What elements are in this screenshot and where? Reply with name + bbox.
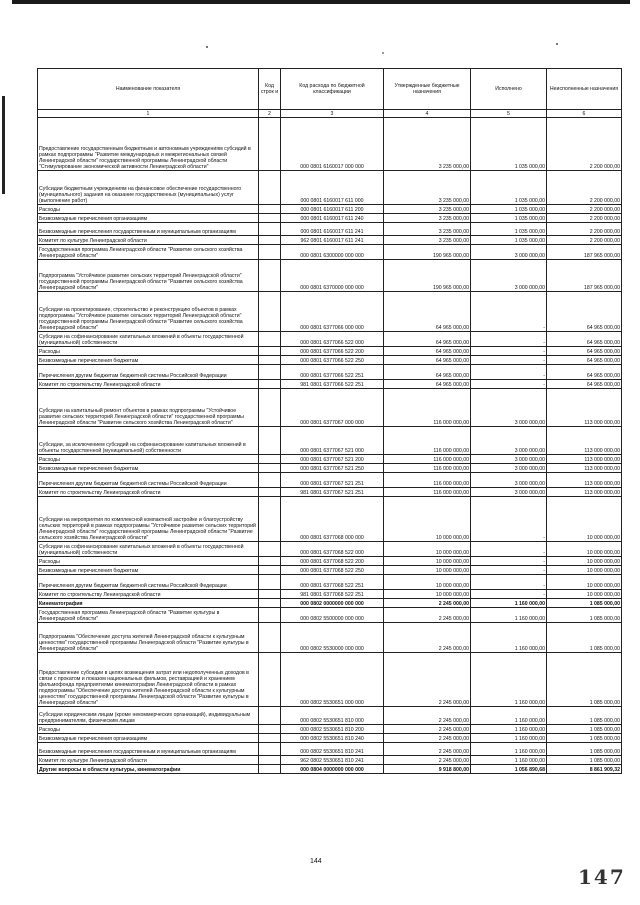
budget-execution-table — [37, 68, 622, 774]
row-executed: 3 000 000,00 — [471, 389, 547, 427]
row-indicator: Безвозмездные перечисления бюджетам — [38, 566, 259, 575]
row-indicator: Комитет по строительству Ленинградской области — [38, 488, 259, 497]
table-row — [38, 118, 622, 171]
table-row — [38, 365, 622, 380]
row-unexecuted: 64 965 000,00 — [547, 380, 622, 389]
table-row — [38, 608, 622, 623]
row-executed: 1 160 000,00 — [471, 707, 547, 725]
row-executed: 1 035 000,00 — [471, 171, 547, 205]
row-executed: 1 035 000,00 — [471, 223, 547, 236]
row-line-code — [259, 356, 281, 365]
row-indicator: Другие вопросы в области культуры, кинематографии — [38, 765, 259, 774]
row-approved: 3 235 000,00 — [384, 214, 471, 223]
row-line-code — [259, 765, 281, 774]
row-approved: 2 245 000,00 — [384, 725, 471, 734]
row-executed: - — [471, 590, 547, 599]
row-line-code — [259, 171, 281, 205]
row-unexecuted: 113 000 000,00 — [547, 464, 622, 473]
row-budget-code: 962 0802 5530651 810 241 — [281, 756, 384, 765]
row-approved: 10 000 000,00 — [384, 557, 471, 566]
row-budget-code: 000 0802 5530000 000 000 — [281, 623, 384, 653]
row-indicator: Субсидии на капитальный ремонт объектов в рамках подпрограммы "Устойчивое развитие сельских территорий Ленинградской области" государственной программы Ленинградской области "Развитие сельского хозяйства Ленинградской области" — [38, 389, 259, 427]
row-line-code — [259, 245, 281, 260]
row-budget-code: 000 0804 0000000 000 000 — [281, 765, 384, 774]
row-unexecuted: 2 200 000,00 — [547, 214, 622, 223]
row-indicator: Перечисления другим бюджетам бюджетной системы Российской Федерации — [38, 365, 259, 380]
row-approved: 10 000 000,00 — [384, 542, 471, 557]
row-indicator: Расходы — [38, 725, 259, 734]
scan-speck — [206, 46, 208, 48]
row-budget-code: 000 0802 5500000 000 000 — [281, 608, 384, 623]
row-executed: - — [471, 380, 547, 389]
scan-speck — [382, 52, 384, 54]
row-indicator: Субсидии, за исключением субсидий на софинансирование капитальных вложений в объекты государственной (муниципальной) собственности — [38, 427, 259, 455]
row-budget-code: 000 0801 6377068 522 250 — [281, 566, 384, 575]
row-approved: 3 235 000,00 — [384, 236, 471, 245]
row-approved: 3 235 000,00 — [384, 171, 471, 205]
table-row — [38, 566, 622, 575]
row-unexecuted: 2 200 000,00 — [547, 171, 622, 205]
table-row — [38, 260, 622, 292]
row-budget-code: 981 0801 6377067 521 251 — [281, 488, 384, 497]
row-budget-code: 000 0801 6160017 611 200 — [281, 205, 384, 214]
row-approved: 116 000 000,00 — [384, 464, 471, 473]
row-executed: 1 160 000,00 — [471, 599, 547, 608]
table-row — [38, 473, 622, 488]
row-line-code — [259, 214, 281, 223]
table-row — [38, 623, 622, 653]
table-row — [38, 725, 622, 734]
row-executed: - — [471, 557, 547, 566]
row-approved: 2 245 000,00 — [384, 599, 471, 608]
row-line-code — [259, 380, 281, 389]
row-approved: 9 918 800,00 — [384, 765, 471, 774]
scan-speck — [556, 43, 558, 45]
row-executed: 1 035 000,00 — [471, 205, 547, 214]
row-budget-code: 000 0801 6377066 522 000 — [281, 332, 384, 347]
row-unexecuted: 113 000 000,00 — [547, 488, 622, 497]
row-indicator: Предоставление субсидии в целях возмещения затрат или недополученных доходов в связи с прокатом и показом национальных фильмов, реставрацией и хранением фильмофонда предприятиями кинематографии Ленинградской области в рамках подпрограммы "Обеспечение доступа жителей Ленинградской области к культурным ценностям" государственной программы Ленинградской области "Развитие культуры в Ленинградской области" — [38, 653, 259, 707]
row-executed: 1 160 000,00 — [471, 608, 547, 623]
row-line-code — [259, 542, 281, 557]
row-indicator: Безвозмездные перечисления государственным и муниципальным организациям — [38, 743, 259, 756]
row-line-code — [259, 488, 281, 497]
table-row — [38, 734, 622, 743]
row-unexecuted: 2 200 000,00 — [547, 223, 622, 236]
row-unexecuted: 1 085 000,00 — [547, 608, 622, 623]
row-executed: 3 000 000,00 — [471, 473, 547, 488]
table-body — [38, 118, 622, 774]
table-row — [38, 171, 622, 205]
top-border — [12, 0, 630, 4]
table-row — [38, 236, 622, 245]
row-unexecuted: 1 085 000,00 — [547, 707, 622, 725]
row-indicator: Субсидии на проектирование, строительство и реконструкцию объектов в рамках подпрограммы "Устойчивое развитие сельских территорий Ленинградской области" государственной программы Ленинградской области "Развитие сельского хозяйства Ленинградской области" — [38, 292, 259, 332]
row-indicator: Предоставление государственным бюджетным и автономным учреждениям субсидий в рамках подпрограммы "Развитие международных и межрегиональных связей Ленинградской области" государственной программы Ленинградской области "Стимулирование экономической активности Ленинградской области" — [38, 118, 259, 171]
row-approved: 116 000 000,00 — [384, 473, 471, 488]
row-budget-code: 000 0801 6377067 000 000 — [281, 389, 384, 427]
row-unexecuted: 1 085 000,00 — [547, 599, 622, 608]
row-indicator: Расходы — [38, 557, 259, 566]
row-line-code — [259, 455, 281, 464]
row-executed: 3 000 000,00 — [471, 260, 547, 292]
row-unexecuted: 2 200 000,00 — [547, 205, 622, 214]
row-approved: 2 245 000,00 — [384, 707, 471, 725]
header-unexecuted: Неисполненные назначения — [547, 69, 622, 110]
table-row — [38, 223, 622, 236]
row-approved: 2 245 000,00 — [384, 743, 471, 756]
row-unexecuted: 113 000 000,00 — [547, 473, 622, 488]
row-executed: - — [471, 347, 547, 356]
table-row — [38, 542, 622, 557]
row-executed: 3 000 000,00 — [471, 464, 547, 473]
table-row — [38, 765, 622, 774]
row-unexecuted: 1 085 000,00 — [547, 734, 622, 743]
row-unexecuted: 187 965 000,00 — [547, 260, 622, 292]
row-line-code — [259, 734, 281, 743]
row-unexecuted: 64 965 000,00 — [547, 365, 622, 380]
row-budget-code: 000 0801 6300000 000 000 — [281, 245, 384, 260]
row-budget-code: 000 0801 6377067 521 250 — [281, 464, 384, 473]
row-line-code — [259, 566, 281, 575]
row-approved: 116 000 000,00 — [384, 455, 471, 464]
row-indicator: Безвозмездные перечисления бюджетам — [38, 356, 259, 365]
row-budget-code: 000 0801 6377067 521 251 — [281, 473, 384, 488]
row-line-code — [259, 292, 281, 332]
table-row — [38, 389, 622, 427]
row-approved: 10 000 000,00 — [384, 590, 471, 599]
column-number: 2 — [259, 110, 281, 118]
row-budget-code: 000 0801 6377066 522 200 — [281, 347, 384, 356]
row-indicator: Перечисления другим бюджетам бюджетной системы Российской Федерации — [38, 473, 259, 488]
row-budget-code: 000 0802 5530651 810 241 — [281, 743, 384, 756]
table-row — [38, 455, 622, 464]
row-budget-code: 000 0801 6377067 521 200 — [281, 455, 384, 464]
row-approved: 64 965 000,00 — [384, 365, 471, 380]
row-line-code — [259, 118, 281, 171]
row-approved: 64 965 000,00 — [384, 356, 471, 365]
row-unexecuted: 113 000 000,00 — [547, 389, 622, 427]
row-unexecuted: 1 085 000,00 — [547, 725, 622, 734]
row-approved: 3 235 000,00 — [384, 205, 471, 214]
table-row — [38, 707, 622, 725]
row-line-code — [259, 473, 281, 488]
row-budget-code: 000 0802 5530651 810 200 — [281, 725, 384, 734]
row-unexecuted: 1 085 000,00 — [547, 623, 622, 653]
column-number: 1 — [38, 110, 259, 118]
row-unexecuted: 113 000 000,00 — [547, 455, 622, 464]
row-indicator: Подпрограмма "Устойчивое развитие сельских территорий Ленинградской области" государственной программы Ленинградской области "Развитие сельского хозяйства Ленинградской области" — [38, 260, 259, 292]
table-row — [38, 380, 622, 389]
row-approved: 2 245 000,00 — [384, 608, 471, 623]
row-line-code — [259, 427, 281, 455]
row-executed: 1 160 000,00 — [471, 653, 547, 707]
row-executed: 3 000 000,00 — [471, 488, 547, 497]
row-unexecuted: 10 000 000,00 — [547, 575, 622, 590]
column-number: 5 — [471, 110, 547, 118]
header-approved: Утвержденные бюджетные назначения — [384, 69, 471, 110]
row-budget-code: 000 0801 6377067 521 000 — [281, 427, 384, 455]
row-executed: 1 035 000,00 — [471, 236, 547, 245]
row-budget-code: 000 0802 5530651 810 240 — [281, 734, 384, 743]
row-approved: 190 965 000,00 — [384, 245, 471, 260]
row-line-code — [259, 623, 281, 653]
row-budget-code: 962 0801 6160017 611 241 — [281, 236, 384, 245]
table-row — [38, 356, 622, 365]
row-line-code — [259, 743, 281, 756]
row-line-code — [259, 756, 281, 765]
row-budget-code: 981 0801 6377066 522 251 — [281, 380, 384, 389]
row-unexecuted: 1 085 000,00 — [547, 756, 622, 765]
row-unexecuted: 10 000 000,00 — [547, 566, 622, 575]
row-line-code — [259, 599, 281, 608]
row-line-code — [259, 464, 281, 473]
table-row — [38, 488, 622, 497]
row-approved: 64 965 000,00 — [384, 332, 471, 347]
table-row — [38, 292, 622, 332]
row-approved: 2 245 000,00 — [384, 756, 471, 765]
table-row — [38, 756, 622, 765]
row-indicator: Безвозмездные перечисления организациям — [38, 734, 259, 743]
page-number: 144 — [310, 858, 322, 865]
row-approved: 64 965 000,00 — [384, 380, 471, 389]
row-executed: - — [471, 292, 547, 332]
row-line-code — [259, 575, 281, 590]
row-line-code — [259, 260, 281, 292]
table-row — [38, 743, 622, 756]
row-budget-code: 000 0801 6377068 522 200 — [281, 557, 384, 566]
row-approved: 116 000 000,00 — [384, 488, 471, 497]
row-approved: 2 245 000,00 — [384, 734, 471, 743]
row-unexecuted: 64 965 000,00 — [547, 332, 622, 347]
row-indicator: Расходы — [38, 205, 259, 214]
row-indicator: Безвозмездные перечисления государственным и муниципальным организациям — [38, 223, 259, 236]
row-approved: 116 000 000,00 — [384, 389, 471, 427]
row-indicator: Кинематография — [38, 599, 259, 608]
row-indicator: Государственная программа Ленинградской области "Развитие сельского хозяйства Ленинградской области" — [38, 245, 259, 260]
row-approved: 3 235 000,00 — [384, 223, 471, 236]
row-line-code — [259, 389, 281, 427]
row-indicator: Субсидии бюджетным учреждениям на финансовое обеспечение государственного (муниципального) задания на оказание государственных (муниципальных) услуг (выполнение работ) — [38, 171, 259, 205]
table-header-row — [38, 69, 622, 110]
row-line-code — [259, 497, 281, 542]
row-indicator: Комитет по культуре Ленинградской области — [38, 756, 259, 765]
row-budget-code: 000 0801 6377066 522 251 — [281, 365, 384, 380]
row-executed: - — [471, 365, 547, 380]
row-approved: 190 965 000,00 — [384, 260, 471, 292]
table-row — [38, 347, 622, 356]
row-budget-code: 000 0801 6377068 522 000 — [281, 542, 384, 557]
header-line-code: Код строк и — [259, 69, 281, 110]
row-approved: 10 000 000,00 — [384, 497, 471, 542]
row-line-code — [259, 205, 281, 214]
row-approved: 10 000 000,00 — [384, 566, 471, 575]
row-unexecuted: 64 965 000,00 — [547, 292, 622, 332]
row-budget-code: 000 0801 6370000 000 000 — [281, 260, 384, 292]
row-line-code — [259, 347, 281, 356]
row-executed: 1 160 000,00 — [471, 743, 547, 756]
row-indicator: Субсидии на софинансирование капитальных вложений в объекты государственной (муниципальной) собственности — [38, 542, 259, 557]
row-line-code — [259, 332, 281, 347]
row-budget-code: 000 0802 5530651 810 000 — [281, 707, 384, 725]
row-approved: 64 965 000,00 — [384, 347, 471, 356]
table-row — [38, 599, 622, 608]
row-line-code — [259, 236, 281, 245]
row-unexecuted: 10 000 000,00 — [547, 557, 622, 566]
table-row — [38, 575, 622, 590]
row-budget-code: 981 0801 6377068 522 251 — [281, 590, 384, 599]
row-approved: 116 000 000,00 — [384, 427, 471, 455]
row-indicator: Субсидии на мероприятия по комплексной компактной застройке и благоустройству сельских территорий в рамках подпрограммы "Устойчивое развитие сельских территорий Ленинградской области" государственной программы Ленинградской области "Развитие сельского хозяйства Ленинградской области" — [38, 497, 259, 542]
row-indicator: Комитет по строительству Ленинградской области — [38, 380, 259, 389]
row-executed: - — [471, 542, 547, 557]
row-approved: 64 965 000,00 — [384, 292, 471, 332]
row-unexecuted: 64 965 000,00 — [547, 347, 622, 356]
row-line-code — [259, 653, 281, 707]
row-budget-code: 000 0801 6160017 000 000 — [281, 118, 384, 171]
row-unexecuted: 187 965 000,00 — [547, 245, 622, 260]
row-line-code — [259, 223, 281, 236]
row-executed: 1 035 000,00 — [471, 214, 547, 223]
table-row — [38, 332, 622, 347]
row-budget-code: 000 0801 6377068 522 251 — [281, 575, 384, 590]
row-indicator: Перечисления другим бюджетам бюджетной системы Российской Федерации — [38, 575, 259, 590]
row-budget-code: 000 0802 5530651 000 000 — [281, 653, 384, 707]
row-indicator: Расходы — [38, 455, 259, 464]
row-line-code — [259, 725, 281, 734]
header-indicator: Наименование показателя — [38, 69, 259, 110]
row-executed: 1 056 890,68 — [471, 765, 547, 774]
table-row — [38, 497, 622, 542]
row-executed: 3 000 000,00 — [471, 455, 547, 464]
row-indicator: Комитет по культуре Ленинградской области — [38, 236, 259, 245]
row-line-code — [259, 707, 281, 725]
row-indicator: Субсидии на софинансирование капитальных вложений в объекты государственной (муниципальной) собственности — [38, 332, 259, 347]
left-margin-mark — [2, 96, 5, 194]
column-number: 4 — [384, 110, 471, 118]
row-executed: - — [471, 575, 547, 590]
row-line-code — [259, 608, 281, 623]
row-indicator: Субсидии юридическим лицам (кроме некоммерческих организаций), индивидуальным предпринимателям, физическим лицам — [38, 707, 259, 725]
row-budget-code: 000 0802 0000000 000 000 — [281, 599, 384, 608]
row-executed: - — [471, 566, 547, 575]
table-row — [38, 464, 622, 473]
row-indicator: Подпрограмма "Обеспечение доступа жителей Ленинградской области к культурным ценностям" государственной программы Ленинградской области "Развитие культуры в Ленинградской области" — [38, 623, 259, 653]
row-unexecuted: 1 085 000,00 — [547, 653, 622, 707]
row-executed: 3 000 000,00 — [471, 427, 547, 455]
row-budget-code: 000 0801 6377068 000 000 — [281, 497, 384, 542]
row-executed: - — [471, 497, 547, 542]
column-number: 6 — [547, 110, 622, 118]
row-budget-code: 000 0801 6377066 522 250 — [281, 356, 384, 365]
row-budget-code: 000 0801 6377066 000 000 — [281, 292, 384, 332]
row-indicator: Государственная программа Ленинградской области "Развитие культуры в Ленинградской области" — [38, 608, 259, 623]
table-row — [38, 245, 622, 260]
row-approved: 2 245 000,00 — [384, 623, 471, 653]
row-executed: 1 160 000,00 — [471, 725, 547, 734]
header-budget-code: Код расхода по бюджетной классификации — [281, 69, 384, 110]
row-indicator: Комитет по строительству Ленинградской области — [38, 590, 259, 599]
column-number-row — [38, 110, 622, 118]
table-row — [38, 557, 622, 566]
row-budget-code: 000 0801 6160017 611 241 — [281, 223, 384, 236]
table-row — [38, 653, 622, 707]
row-unexecuted: 10 000 000,00 — [547, 497, 622, 542]
row-unexecuted: 1 085 000,00 — [547, 743, 622, 756]
row-approved: 3 235 000,00 — [384, 118, 471, 171]
row-executed: - — [471, 356, 547, 365]
row-unexecuted: 10 000 000,00 — [547, 590, 622, 599]
row-budget-code: 000 0801 6160017 611 000 — [281, 171, 384, 205]
row-unexecuted: 64 965 000,00 — [547, 356, 622, 365]
row-executed: 3 000 000,00 — [471, 245, 547, 260]
row-indicator: Безвозмездные перечисления бюджетам — [38, 464, 259, 473]
row-line-code — [259, 557, 281, 566]
row-indicator: Безвозмездные перечисления организациям — [38, 214, 259, 223]
row-indicator: Расходы — [38, 347, 259, 356]
row-budget-code: 000 0801 6160017 611 240 — [281, 214, 384, 223]
archive-stamp-number: 147 — [578, 865, 626, 889]
header-executed: Исполнено — [471, 69, 547, 110]
table-row — [38, 427, 622, 455]
row-unexecuted: 2 200 000,00 — [547, 236, 622, 245]
row-executed: 1 160 000,00 — [471, 623, 547, 653]
row-unexecuted: 8 861 909,32 — [547, 765, 622, 774]
row-line-code — [259, 365, 281, 380]
table-row — [38, 214, 622, 223]
row-line-code — [259, 590, 281, 599]
row-executed: - — [471, 332, 547, 347]
row-unexecuted: 2 200 000,00 — [547, 118, 622, 171]
row-unexecuted: 113 000 000,00 — [547, 427, 622, 455]
table-row — [38, 590, 622, 599]
row-unexecuted: 10 000 000,00 — [547, 542, 622, 557]
column-number: 3 — [281, 110, 384, 118]
row-executed: 1 160 000,00 — [471, 734, 547, 743]
row-executed: 1 035 000,00 — [471, 118, 547, 171]
row-approved: 10 000 000,00 — [384, 575, 471, 590]
table-row — [38, 205, 622, 214]
row-approved: 2 245 000,00 — [384, 653, 471, 707]
row-executed: 1 160 000,00 — [471, 756, 547, 765]
